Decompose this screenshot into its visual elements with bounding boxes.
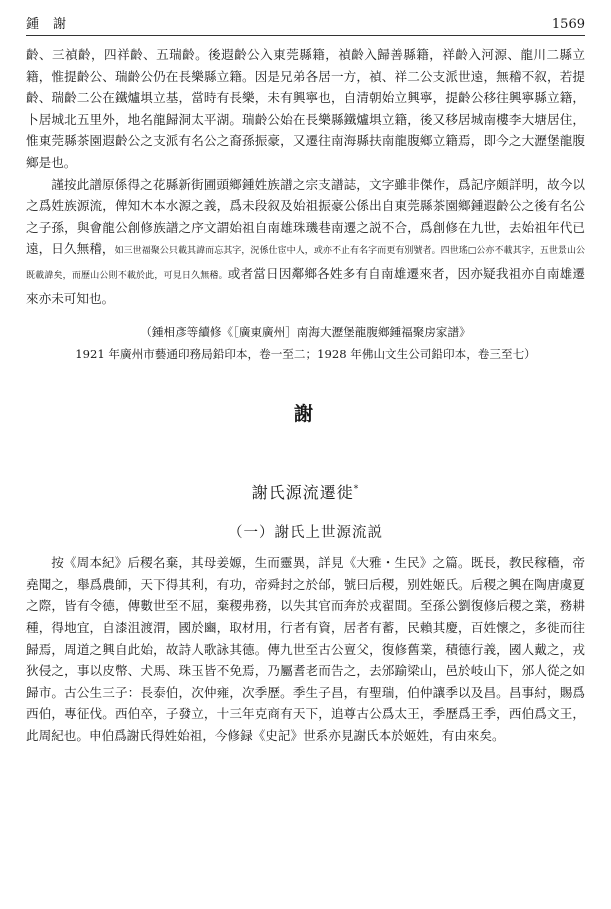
- zhong-paragraph-2: [26, 174, 585, 310]
- citation-line-2: 1921 年廣州市藝通印務局鉛印本，卷一至二；1928 年佛山文生公司鉛印本，卷三至七）: [75, 347, 536, 362]
- page-number: 1569: [551, 17, 585, 32]
- subsection-title: （一）謝氏上世源流説: [228, 525, 383, 542]
- zhong-paragraph-2-note: 如三世福聚公只載其諱而忘其字，況係仕宦中人，或亦不止有名字而更有別號者。四世瑤□公亦不載其字，五世景山公既載諱矣，而歷山公則不載於此，可見日久無稽。: [26, 246, 585, 281]
- document-title: [26, 480, 585, 503]
- zhong-paragraph-2-end: 或者當日因鄰鄉各姓多有自南雄遷來者，因亦疑我祖亦自南雄遷來亦未可知也。: [26, 265, 585, 306]
- page-header: [26, 12, 585, 36]
- zhong-paragraph-1: 齡、三禎齡，四祥齡、五瑞齡。後遐齡公入東莞縣籍，禎齡入歸善縣籍，祥齡入河源、龍川二縣立籍，惟提齡公、瑞齡公仍在長樂縣立籍。因是兄弟各居一方，禎、祥二公支派世遠，無稽不叙，若提齡、瑞齡二公在鐵爐埧立基，當時有長樂，未有興寧也，自清朝始立興寧，提齡公移往興寧縣立籍，卜居城北五里外，地名龍歸洞太平湖。瑞齡公始在長樂縣鐵爐埧立籍，後又移居城南樓李大塘居住，惟東莞縣茶園遐齡公之支派有名公之裔孫振豪，又遷往南海縣扶南龍腹鄉立籍焉，即今之大瀝堡龍腹鄉是也。: [26, 47, 585, 170]
- xie-paragraph: 按《周本紀》后稷名棄，其母姜嫄，生而靈異，詳見《大雅・生民》之篇。既長，教民稼穡，帝堯聞之，舉爲農師，天下得其利，有功，帝舜封之於邰，號曰后稷，别姓姬氏。后稷之興在陶唐虞夏之際，皆有令德，傳數世至不屈，棄稷弗務，以失其官而奔於戎翟間。至孫公劉復修后稷之業，務耕種，得地宜，自漆沮渡渭，國於豳，取材用，行者有資，居者有蓄，民賴其慶，百姓懷之，多徙而往歸焉，周道之興自此始，故詩人歌詠其德。傳九世至古公亶父，復修舊業，積德行義，國人戴之，戎狄侵之，事以皮幣、犬馬、珠玉皆不免焉，乃屬耆老而告之，去邠踰梁山，邑於岐山下，邠人從之如歸市。古公生三子：長泰伯，次仲雍，次季歷。季生子昌，有聖瑞，伯仲讓季以及昌。昌事紂，賜爲西伯，專征伐。西伯卒，子發立，十三年克商有天下，追尊古公爲太王，季歷爲王季，西伯爲文王，此周紀也。申伯爲謝氏得姓始祖，今修録《史記》世系亦見謝氏本於姬姓，有由來矣。: [26, 555, 585, 743]
- page-content: [26, 44, 585, 746]
- source-citation: [26, 321, 585, 365]
- section-title: 謝: [293, 403, 317, 426]
- zhong-paragraph-2-main: 謹按此譜原係得之花縣新街圃頭鄉鍾姓族譜之宗支譜誌，文字雖非傑作，爲記序頗詳明，故今以之爲姓族源流，俾知木本水源之義，爲未段叙及始祖振豪公係出自東莞縣茶園鄉鍾遐齡公之後有名公之子孫，與會龍公創修族譜之序文謂始祖自南雄珠璣巷南遷之説不合，爲創修在九世，去始祖年代已遠，日久無稽，: [26, 176, 585, 257]
- document-title-text: 謝氏源流遷徙: [251, 483, 354, 503]
- footnote-mark: *: [353, 484, 360, 495]
- citation-line-1: （鍾相彥等續修《［廣東廣州］南海大瀝堡龍腹鄉鍾福聚房家譜》: [140, 325, 471, 340]
- running-title: 鍾謝: [26, 17, 81, 32]
